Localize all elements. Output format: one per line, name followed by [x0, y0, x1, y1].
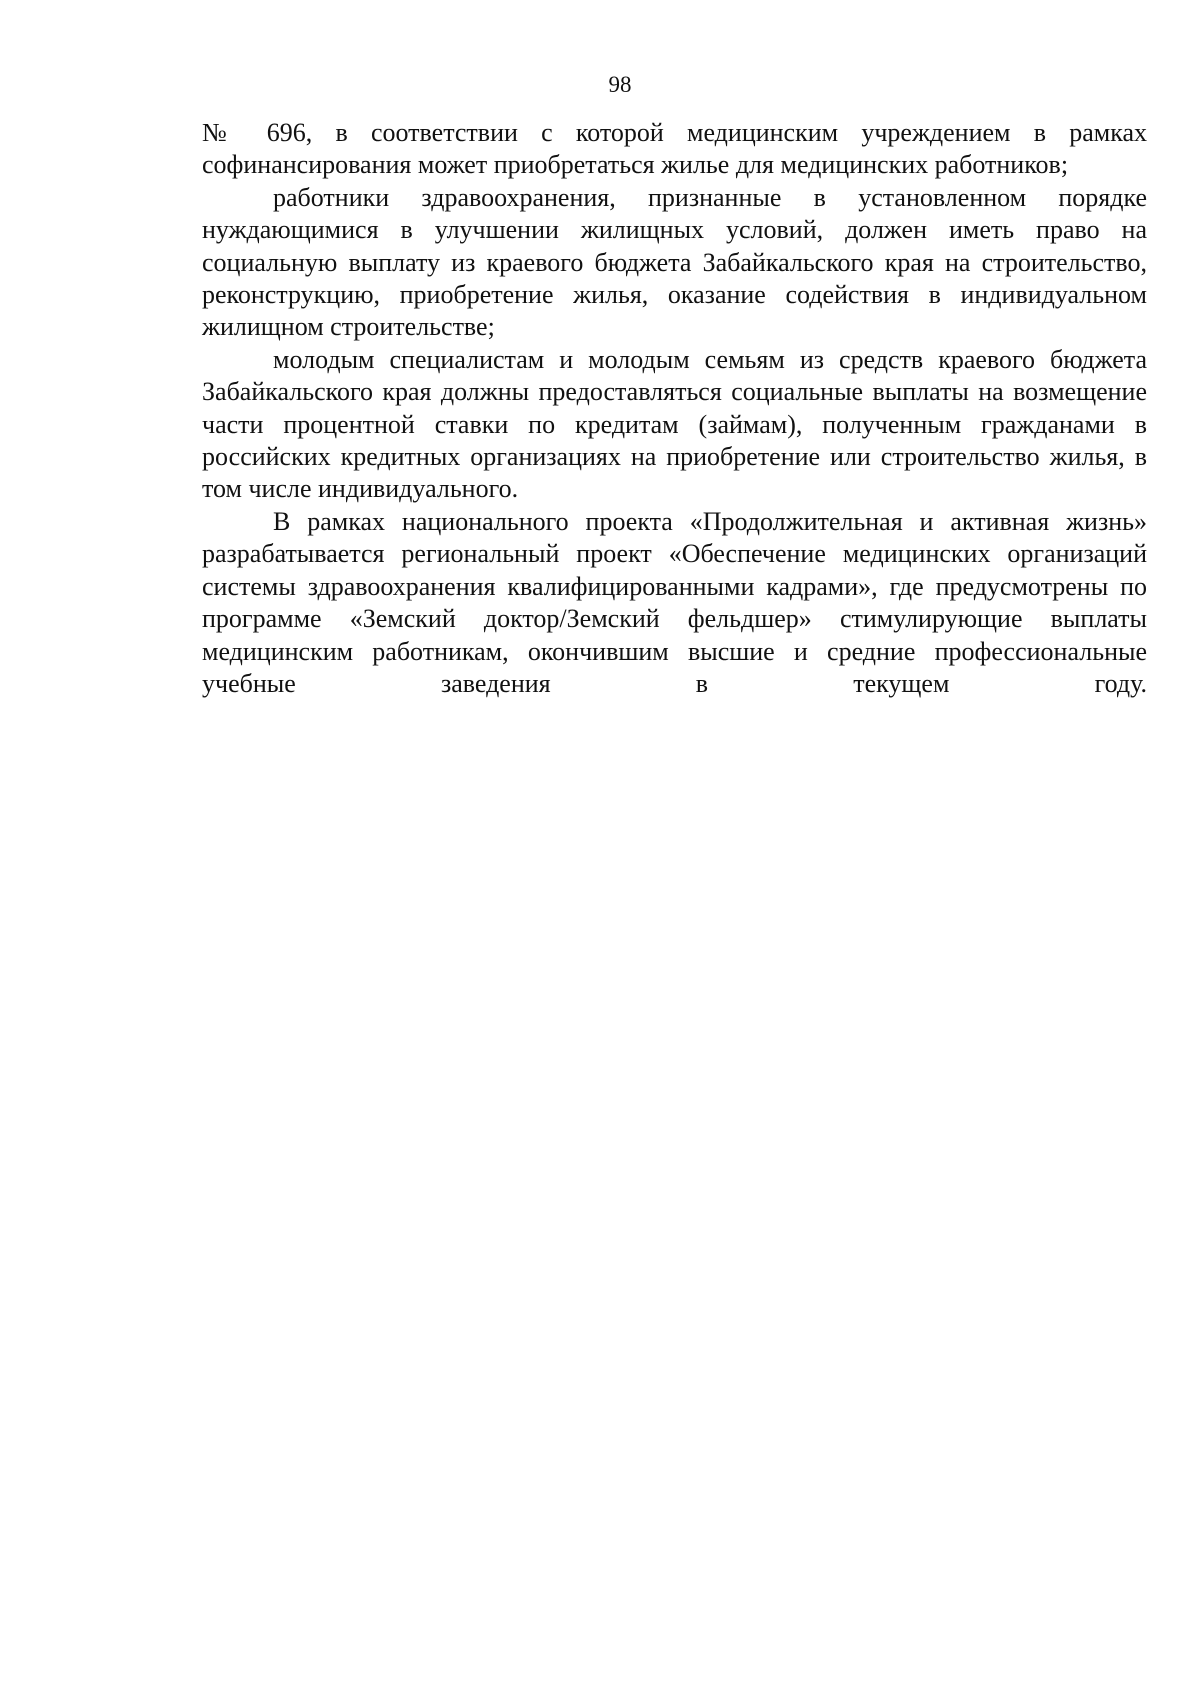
- paragraph-healthcare-workers-housing: работники здравоохранения, признанные в установленном порядке нуждающимися в улучшении жилищных условий, должен иметь право на социальную выплату из краевого бюджета Забайкальского края на строительство, реконструкцию, приобретение жилья, оказание содействия в индивидуальном жилищном строительстве;: [202, 182, 1147, 342]
- page-number: 98: [608, 72, 632, 97]
- paragraph-national-project: В рамках национального проекта «Продолжительная и активная жизнь» разрабатывается региональный проект «Обеспечение медицинских организаций системы здравоохранения квалифицированными кадрами», где предусмотрены по программе «Земский доктор/Земский фельдшер» стимулирующие выплаты медицинским работникам, окончившим высшие и средние профессиональные учебные заведения в текущем году.: [202, 506, 1147, 698]
- document-body: [202, 117, 1147, 700]
- paragraph-young-specialists: молодым специалистам и молодым семьям из средств краевого бюджета Забайкальского края должны предоставляться социальные выплаты на возмещение части процентной ставки по кредитам (займам), полученным гражданами в российских кредитных организациях на приобретение или строительство жилья, в том числе индивидуального.: [202, 344, 1147, 504]
- paragraph-continuation: № 696, в соответствии с которой медицинским учреждением в рамках софинансирования может приобретаться жилье для медицинских работников;: [202, 118, 1147, 180]
